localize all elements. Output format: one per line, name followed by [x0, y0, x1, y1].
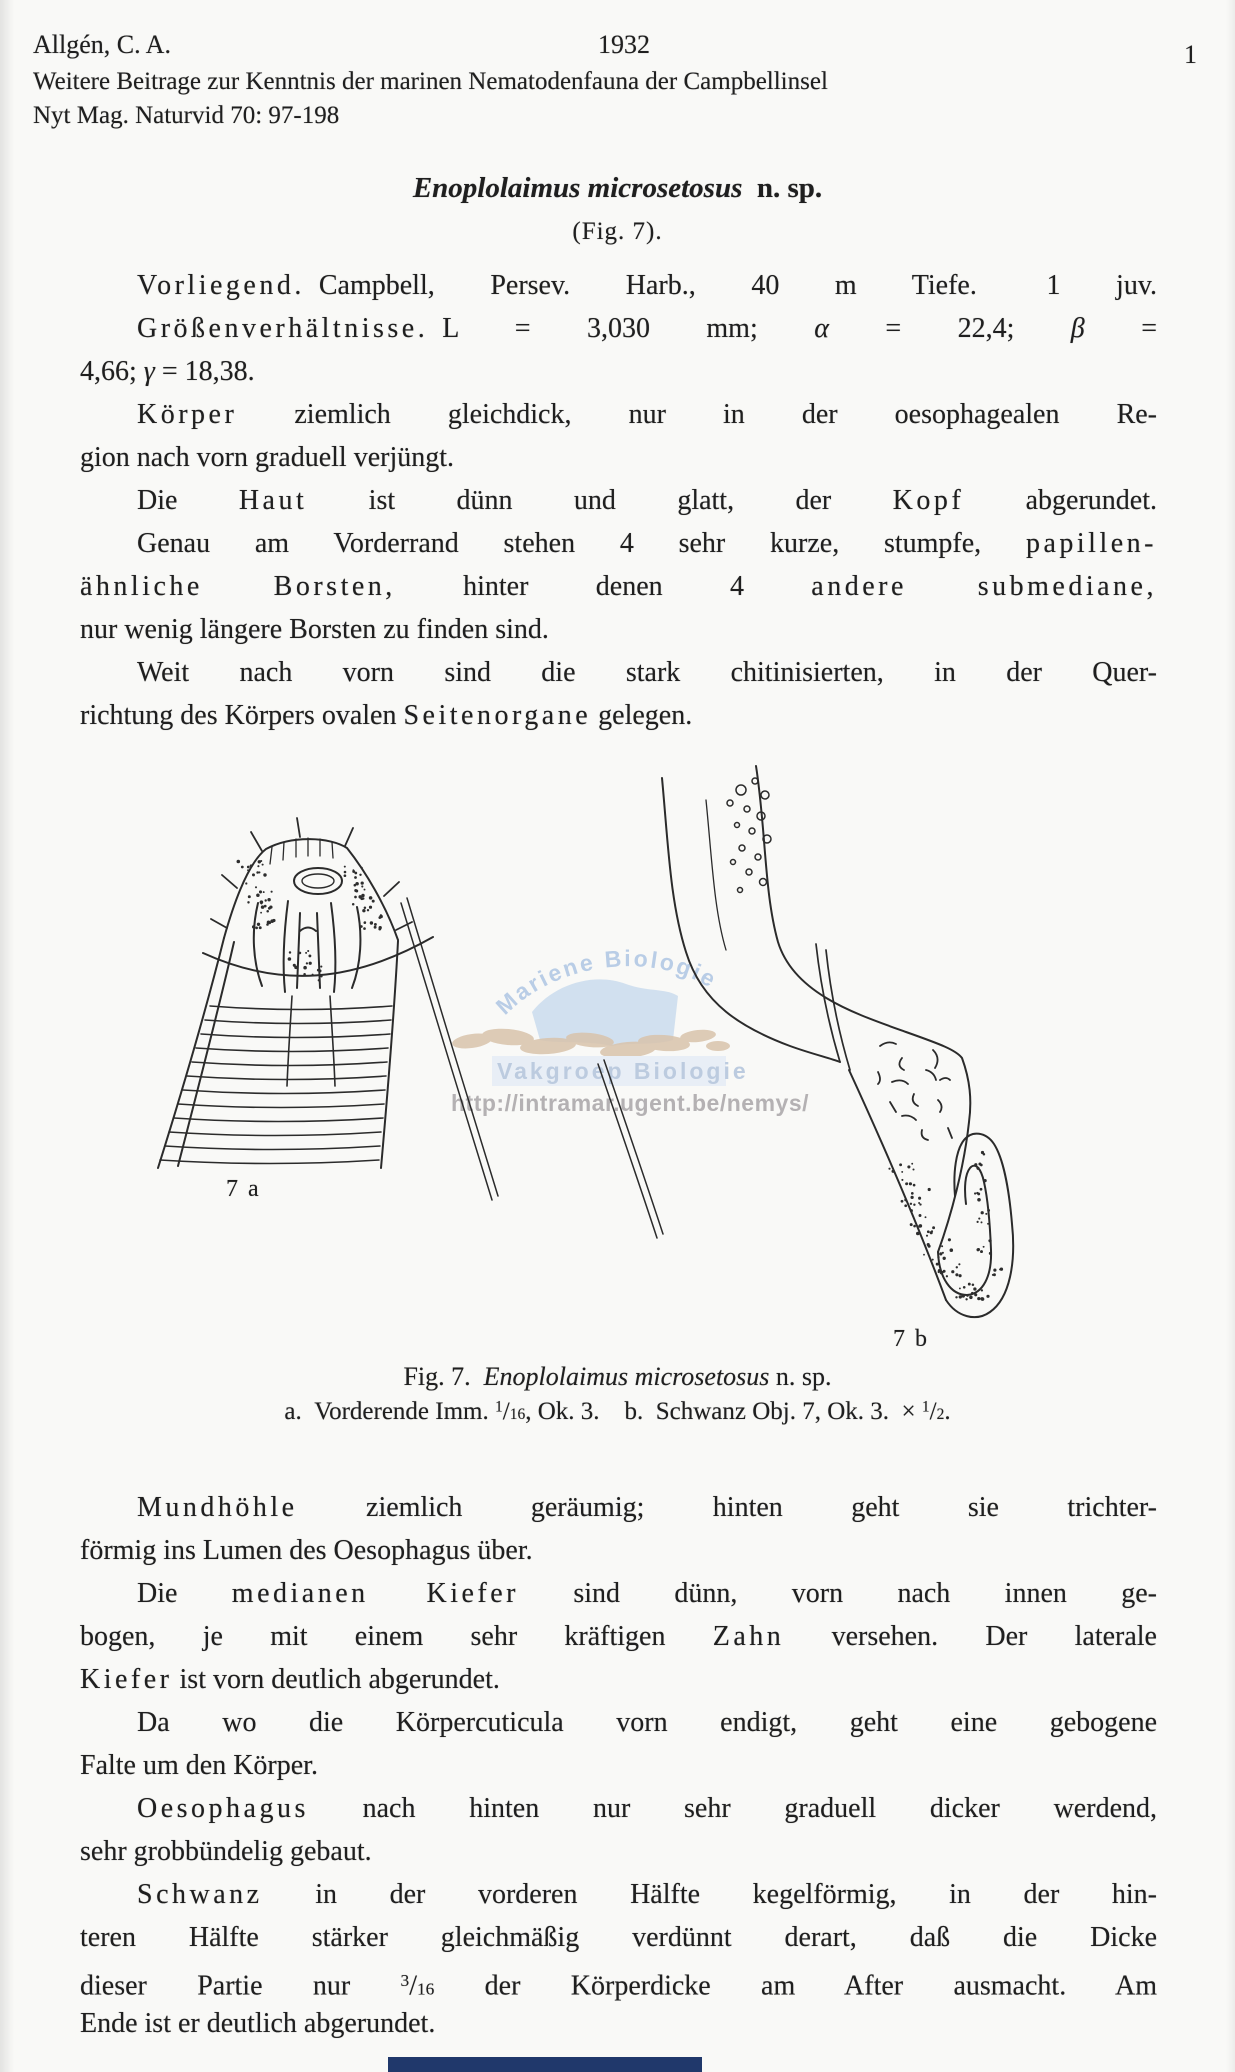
text-segment: Mundhöhle [137, 1492, 298, 1523]
text-segment: γ [143, 356, 155, 387]
text-segment: = [1084, 313, 1157, 344]
scan-footer-bar [388, 2057, 702, 2072]
text-segment: nach hinten nur sehr graduell dicker werdend, [308, 1793, 1157, 1824]
text-segment: papillen- [1025, 528, 1157, 559]
text-segment: a. Vorderende Imm. [284, 1398, 495, 1425]
text-line [80, 522, 1157, 565]
text-segment: 4,66; [80, 356, 144, 387]
tissue-squiggles [878, 1042, 952, 1140]
text-segment: sind dünn, vorn nach innen ge- [519, 1578, 1157, 1609]
text-segment: 1 [921, 1398, 930, 1416]
text-segment: ähnliche Borsten, [80, 571, 396, 602]
intestine-inner-line [706, 800, 726, 950]
text-segment: Schwanz [137, 1879, 263, 1910]
text-line [80, 436, 1157, 479]
text-segment: Zahn [712, 1621, 785, 1652]
text-segment: Ende ist er deutlich abgerundet. [80, 2008, 436, 2039]
description-paragraphs-bottom [80, 1486, 1157, 2045]
text-segment: ist dünn und glatt, der [307, 485, 893, 516]
text-segment: Falte um den Körper. [80, 1750, 318, 1781]
watermark-arc-text: Mariene Biologie [490, 945, 723, 1020]
figure-caption-line2 [0, 1398, 1235, 1426]
text-segment: 16 [509, 1406, 526, 1423]
watermark-url-text: http://intramar.ugent.be/nemys/ [451, 1090, 809, 1116]
text-segment: Vorliegend. [137, 270, 305, 301]
text-segment: n. sp. [769, 1362, 832, 1391]
text-segment: Campbell, Persev. Harb., 40 m Tiefe. 1 juv. [304, 270, 1157, 301]
text-segment: Fig. 7. [403, 1362, 484, 1391]
tail-left-outline [662, 778, 840, 1062]
text-segment: Die [137, 1578, 232, 1609]
text-segment: versehen. Der laterale [784, 1621, 1157, 1652]
head-cap-outline [224, 839, 398, 940]
body-cell-circles [727, 778, 771, 893]
text-segment: andere submediane, [811, 571, 1157, 602]
text-segment: Kiefer [80, 1664, 173, 1695]
text-segment: Weit nach vorn sind die stark chitinisierten, in der Quer- [137, 657, 1157, 688]
tail-left-lower-outline [849, 1070, 946, 1300]
text-segment: Körper [137, 399, 238, 430]
text-segment: sehr grobbündelig gebaut. [80, 1836, 372, 1867]
text-segment: gion nach vorn graduell verjüngt. [80, 442, 455, 473]
text-segment: n. sp. [742, 172, 823, 204]
text-line [80, 1615, 1157, 1658]
head-comb-striae [270, 838, 333, 864]
text-segment: teren Hälfte stärker gleichmäßig verdünnt derart, daß die Dicke [80, 1922, 1157, 1953]
text-line [80, 1572, 1157, 1615]
figure-7a-label: 7 a [226, 1176, 261, 1202]
head-stipple-dots [237, 860, 383, 982]
text-segment: der Körperdicke am After ausmacht. Am [434, 1970, 1157, 2002]
text-segment: abgerundet. [964, 485, 1157, 516]
text-segment: = 22,4; [828, 313, 1071, 344]
page-number: 1 [1184, 40, 1197, 69]
figure-reference: (Fig. 7). [572, 218, 663, 245]
text-segment: richtung des Körpers ovalen [80, 700, 404, 731]
text-segment: 2 [936, 1406, 945, 1423]
mouth-cavity [284, 901, 336, 992]
text-segment: gelegen. [591, 700, 693, 731]
text-segment: in der vorderen Hälfte kegelförmig, in der hin- [262, 1879, 1157, 1910]
text-segment: α [814, 313, 829, 344]
text-line [80, 479, 1157, 522]
text-line [80, 393, 1157, 436]
text-line [80, 264, 1157, 307]
text-segment: ziemlich geräumig; hinten geht sie trichter- [297, 1492, 1157, 1523]
text-segment: β [1070, 313, 1085, 344]
text-segment: ist vorn deutlich abgerundet. [172, 1664, 500, 1695]
description-paragraphs-top [80, 264, 1157, 737]
header-year: 1932 [598, 30, 650, 59]
text-segment: förmig ins Lumen des Oesophagus über. [80, 1535, 533, 1566]
header-journal-reference: Nyt Mag. Naturvid 70: 97-198 [33, 102, 340, 129]
tail-stipple-dots [888, 1151, 1003, 1301]
text-line [80, 1486, 1157, 1529]
text-segment: ziemlich gleichdick, nur in der oesophagealen Re- [237, 399, 1157, 430]
text-segment: hinter denen 4 [395, 571, 812, 602]
text-segment: Seitenorgane [403, 700, 592, 731]
header-author: Allgén, C. A. [33, 30, 171, 59]
text-segment: bogen, je mit einem sehr kräftigen [80, 1621, 713, 1652]
text-segment: . [944, 1398, 951, 1425]
watermark-band-text: Vakgroep Biologie [497, 1058, 749, 1084]
text-segment: 16 [416, 1979, 435, 1999]
text-line [80, 651, 1157, 694]
text-segment: Oesophagus [137, 1793, 309, 1824]
text-segment: / [502, 1398, 510, 1425]
text-segment: , Ok. 3. b. Schwanz Obj. 7, Ok. 3. × [525, 1398, 922, 1425]
text-line [80, 1701, 1157, 1744]
text-line [80, 1873, 1157, 1916]
text-line [80, 565, 1157, 608]
species-heading [0, 172, 1235, 205]
text-line [80, 1744, 1157, 1787]
text-segment: medianen Kiefer [231, 1578, 520, 1609]
text-line [80, 1658, 1157, 1701]
text-segment: nur wenig längere Borsten zu finden sind. [80, 614, 549, 645]
text-line [80, 350, 1157, 393]
text-segment: L = 3,030 mm; [428, 313, 815, 344]
amphid-ring-outer [294, 868, 342, 894]
figure-caption-line1 [0, 1362, 1235, 1392]
text-line [80, 1787, 1157, 1830]
text-line [80, 608, 1157, 651]
text-segment: Kopf [892, 485, 965, 516]
text-segment: Größenverhältnisse. [137, 313, 429, 344]
tail-right-outline [756, 766, 970, 1252]
body-striations [160, 1006, 392, 1164]
figure-7b-label: 7 b [893, 1326, 929, 1352]
text-line [80, 694, 1157, 737]
text-line [80, 1959, 1157, 2002]
text-segment: Die [137, 485, 239, 516]
text-line [80, 1830, 1157, 1873]
text-line [80, 307, 1157, 350]
text-segment: = 18,38. [154, 356, 255, 387]
text-segment: Enoplolaimus microsetosus [412, 172, 743, 204]
text-segment: dieser Partie nur [80, 1970, 401, 2002]
text-segment: / [929, 1398, 937, 1425]
text-line [80, 2002, 1157, 2045]
text-segment: 1 [494, 1398, 503, 1416]
text-line [80, 1529, 1157, 1572]
text-segment: / [409, 1970, 417, 2002]
text-segment: Genau am Vorderrand stehen 4 sehr kurze, stumpfe, [137, 528, 1026, 559]
text-segment: Da wo die Körpercuticula vorn endigt, geht eine gebogene [137, 1707, 1157, 1738]
header-paper-title: Weitere Beitrage zur Kenntnis der marinen Nematodenfauna der Campbellinsel [33, 68, 828, 95]
text-segment: 3 [400, 1971, 410, 1990]
amphid-ring-inner [302, 874, 334, 888]
text-line [80, 1916, 1157, 1959]
text-segment: Haut [238, 485, 308, 516]
text-segment: Enoplolaimus microsetosus [483, 1362, 770, 1391]
